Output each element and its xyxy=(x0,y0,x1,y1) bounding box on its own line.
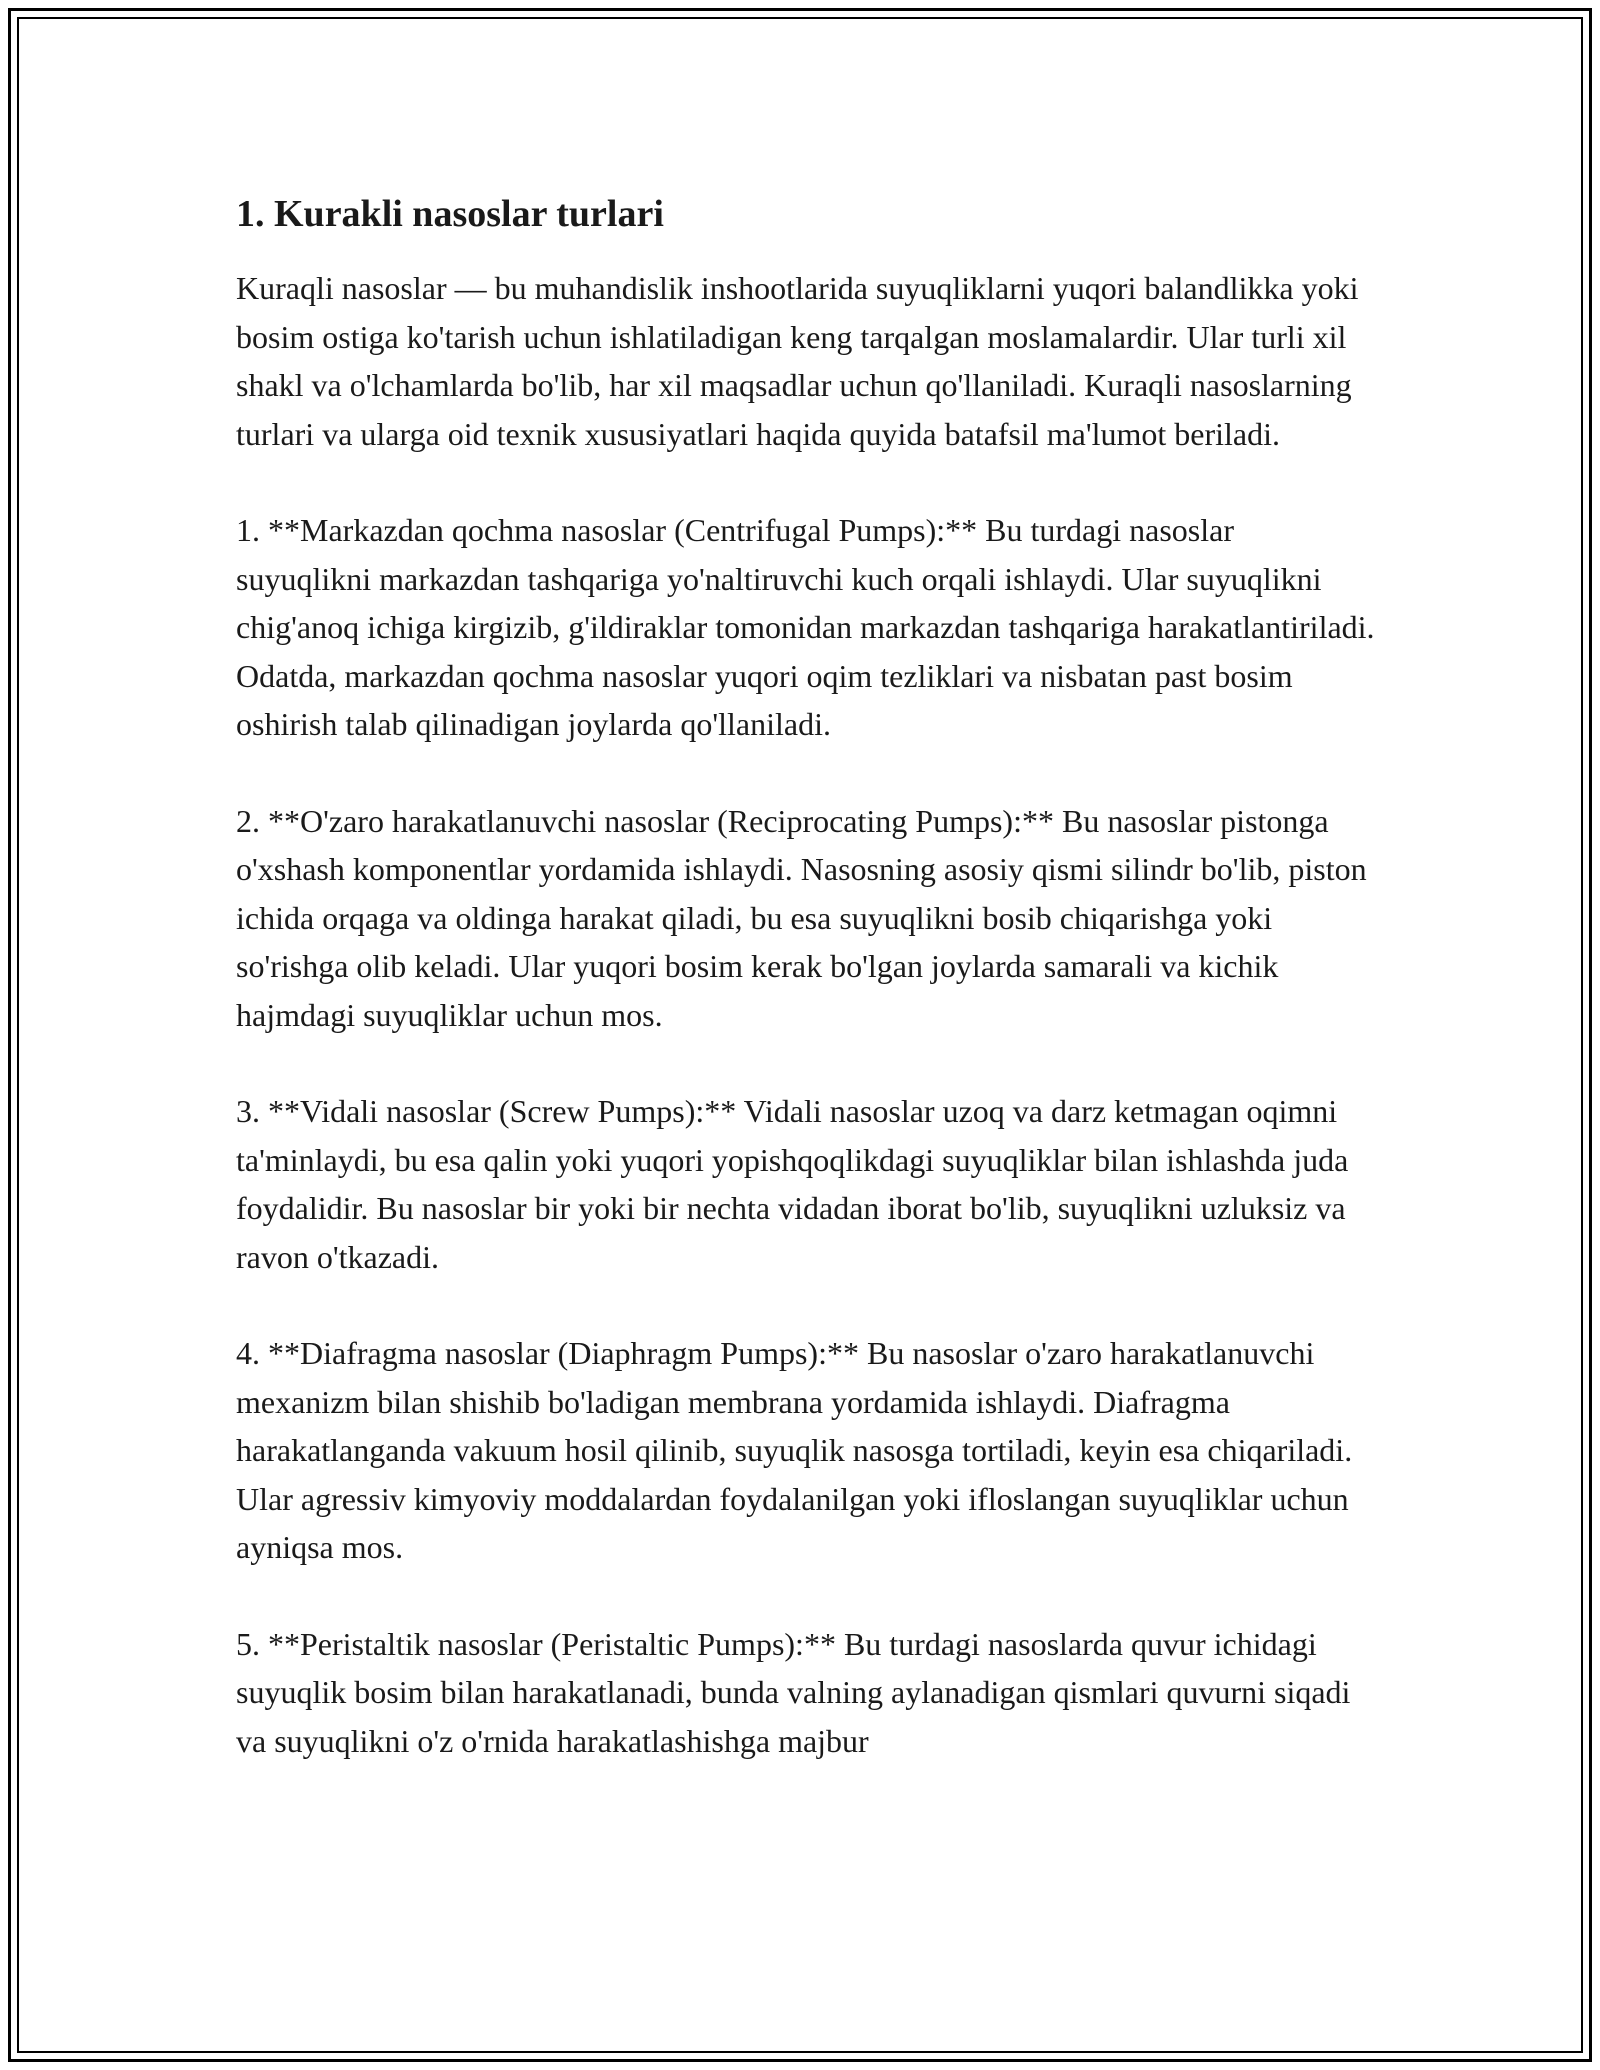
paragraph-reciprocating-pumps: 2. **O'zaro harakatlanuvchi nasoslar (Reciprocating Pumps):** Bu nasoslar pistonga o'xshash komponentlar yordamida ishlaydi. Nasosning asosiy qismi silindr bo'lib, piston ichida orqaga va oldinga harakat qiladi, bu esa suyuqlikni bosib chiqarishga yoki so'rishga olib keladi. Ular yuqori bosim kerak bo'lgan joylarda samarali va kichik hajmdagi suyuqliklar uchun mos. xyxy=(236,802,1367,1033)
paragraph-diaphragm-pumps: 4. **Diafragma nasoslar (Diaphragm Pumps):** Bu nasoslar o'zaro harakatlanuvchi mexanizm bilan shishib bo'ladigan membrana yordamida ishlaydi. Diafragma harakatlanganda vakuum hosil qilinib, suyuqlik nasosga tortiladi, keyin esa chiqariladi. Ular agressiv kimyoviy moddalardan foydalanilgan yoki ifloslangan suyuqliklar uchun ayniqsa mos. xyxy=(236,1335,1353,1565)
paragraph-screw-pumps: 3. **Vidali nasoslar (Screw Pumps):** Vidali nasoslar uzoq va darz ketmagan oqimni ta'minlaydi, bu esa qalin yoki yuqori yopishqoqlikdagi suyuqliklar bilan ishlashda juda foydalidir. Bu nasoslar bir yoki bir nechta vidadan iborat bo'lib, suyuqlikni uzluksiz va ravon o'tkazadi. xyxy=(236,1093,1349,1275)
document-title: 1. Kurakli nasoslar turlari xyxy=(236,193,664,235)
document-body xyxy=(236,186,1376,1813)
paragraph-centrifugal-pumps: 1. **Markazdan qochma nasoslar (Centrifugal Pumps):** Bu turdagi nasoslar suyuqlikni markazdan tashqariga yo'naltiruvchi kuch orqali ishlaydi. Ular suyuqlikni chig'anoq ichiga kirgizib, g'ildiraklar tomonidan markazdan tashqariga harakatlantiriladi. Odatda, markazdan qochma nasoslar yuqori oqim tezliklari va nisbatan past bosim oshirish talab qilinadigan joylarda qo'llaniladi. xyxy=(236,512,1375,742)
intro-paragraph: Kuraqli nasoslar — bu muhandislik inshootlarida suyuqliklarni yuqori balandlikka yoki bosim ostiga ko'tarish uchun ishlatiladigan keng tarqalgan moslamalardir. Ular turli xil shakl va o'lchamlarda bo'lib, har xil maqsadlar uchun qo'llaniladi. Kuraqli nasoslarning turlari va ularga oid texnik xususiyatlari haqida quyida batafsil ma'lumot beriladi. xyxy=(236,270,1359,452)
paragraph-peristaltic-pumps: 5. **Peristaltik nasoslar (Peristaltic Pumps):** Bu turdagi nasoslarda quvur ichidagi suyuqlik bosim bilan harakatlanadi, bunda valning aylanadigan qismlari quvurni siqadi va suyuqlikni o'z o'rnida harakatlashishga majbur xyxy=(236,1625,1351,1759)
